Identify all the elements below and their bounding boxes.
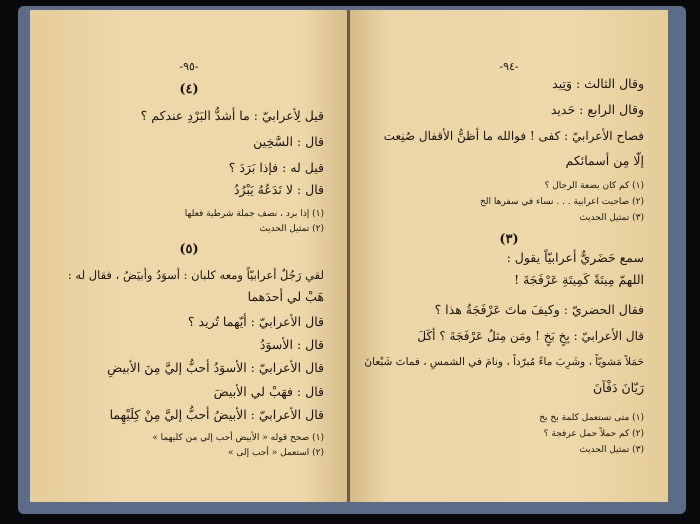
text-line: إلّا مِن أسمائكم bbox=[565, 153, 644, 168]
text-line: اللهمّ مِيتَةً كَمِيتَةِ عَرْفَجَةَ ! bbox=[514, 272, 644, 287]
text-line: قيل لِأعرابيّ : ما أشدُّ البَرْدِ عندكم ؟ bbox=[140, 108, 324, 123]
note-line: (١) كم كان بضعة الرجال ؟ bbox=[544, 181, 644, 191]
section-5-heading: (٥) bbox=[179, 242, 199, 257]
text-line: هَبْ لي أحدَهما bbox=[247, 289, 324, 304]
text-line: قال الأعرابيّ : بِخٍ بَخٍ ! ومَن مِثلُ عَرْفَجَةَ ؟ أكَلَ bbox=[417, 329, 644, 343]
text-line: رَيّانَ دَفْآنَ bbox=[592, 380, 644, 395]
text-line: وقال الثالث : وَتِيد bbox=[552, 76, 644, 91]
note-line: (٢) صاحبت اعرابية . . . نساء في سفرها الخ bbox=[480, 197, 644, 207]
note-line: (١) صحح قوله « الأبيض أحب إلي من كليهما » bbox=[152, 433, 324, 443]
left-page-number: -٩٥- bbox=[179, 60, 199, 73]
note-line: (١) إذا برد ، نصف جملة شرطية فعلها bbox=[184, 209, 324, 219]
right-page bbox=[350, 10, 668, 502]
text-line: قيل له : فإذا بَرَدَ ؟ bbox=[228, 160, 324, 175]
note-line: (١) متى تستعمل كلمة بخ بخ bbox=[539, 413, 644, 423]
text-line: سمع حَضَريٌّ أعرابيّاً يقول : bbox=[506, 250, 644, 265]
right-page-number: -٩٤- bbox=[499, 60, 519, 73]
section-4-heading: (٤) bbox=[179, 82, 199, 97]
text-line: قال : فهَبْ لي الأبيضَ bbox=[213, 384, 324, 399]
text-line: قال : السَّخِين bbox=[253, 134, 324, 149]
text-line: حَمَلاً مَشويّاً ، وشَرِبَ ماءً مُبرّداً ، ونامَ في الشمسِ ، فماتَ شَبْعانَ bbox=[364, 356, 644, 368]
text-line: قال الأعرابيّ : أيّهما تُريد ؟ bbox=[187, 314, 324, 329]
note-line: (٢) تمثيل الحديث bbox=[259, 224, 324, 234]
left-page bbox=[30, 10, 348, 502]
text-line: فقال الحضريّ : وكيفَ ماتَ عَرْفَجَةُ هذا ؟ bbox=[434, 302, 644, 317]
note-line: (٣) تمثيل الحديث bbox=[579, 445, 644, 455]
section-3-heading: (٣) bbox=[499, 232, 519, 247]
text-line: قال الأعرابيّ : الأبيضُ أحبُّ إليَّ مِنْ كِلَيْهِما bbox=[109, 407, 324, 422]
text-line: وقال الرابع : حَديد bbox=[550, 102, 644, 117]
note-line: (٣) تمثيل الحديث bbox=[579, 213, 644, 223]
note-line: (٢) استعمل « أحب إلى » bbox=[228, 448, 324, 458]
text-line: قال : الأسوَدُ bbox=[259, 337, 324, 352]
text-line: قال : لا نَدَعُهُ يَبْرُدُ bbox=[233, 182, 324, 197]
note-line: (٢) كم حملاً حمل عرفجة ؟ bbox=[543, 429, 644, 439]
text-line: فصاح الأعرابيّ : كفى ! فوالله ما أظنُّ الأقفال صُنِعت bbox=[383, 129, 644, 143]
text-line: لقي رَجُلٌ أعرابيّاً ومعه كلبان : أسوَدُ وأبيَضُ ، فقال له : bbox=[67, 268, 324, 282]
text-line: قال الأعرابيّ : الأسوَدُ أحبُّ إليَّ مِنَ الأبيضِ bbox=[107, 360, 324, 375]
